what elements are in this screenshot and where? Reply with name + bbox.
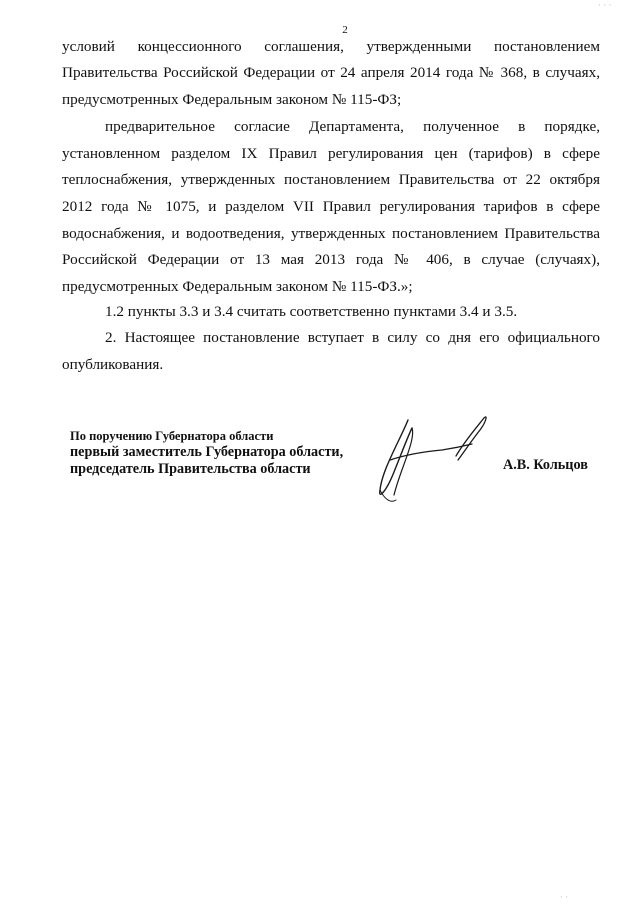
body-line: условий концессионного соглашения, утвержденными постановлением	[62, 38, 600, 55]
signature-title-block	[70, 428, 343, 478]
signature-title-line: председатель Правительства области	[70, 461, 311, 477]
body-line: установленном разделом IX Правил регулирования цен (тарифов) в сфере	[62, 145, 600, 162]
scan-artifact: · · ·	[598, 0, 612, 10]
body-line: Правительства Российской Федерации от 24 апреля 2014 года № 368, в случаях,	[62, 64, 600, 81]
signature-title-line: По поручению Губернатора области	[70, 429, 274, 443]
body-line: предусмотренных Федеральным законом № 115-ФЗ;	[62, 91, 402, 108]
page-number: 2	[342, 24, 348, 36]
body-line: Российской Федерации от 13 мая 2013 года № 406, в случае (случаях),	[62, 251, 600, 268]
body-line: 2012 года № 1075, и разделом VII Правил регулирования тарифов в сфере	[62, 198, 600, 215]
body-line: опубликования.	[62, 356, 164, 373]
body-line: предусмотренных Федеральным законом № 115-ФЗ.»;	[62, 278, 413, 295]
body-line: теплоснабжения, утвержденных постановлением Правительства от 22 октября	[62, 171, 600, 188]
handwritten-signature	[360, 400, 500, 510]
signatory-name: А.В. Кольцов	[503, 457, 588, 473]
body-line: 1.2 пункты 3.3 и 3.4 считать соответственно пунктами 3.4 и 3.5.	[105, 303, 518, 320]
signature-title-line: первый заместитель Губернатора области,	[70, 444, 344, 460]
body-line: водоснабжения, и водоотведения, утвержденных постановлением Правительства	[62, 225, 600, 242]
scan-artifact: · ·	[560, 892, 569, 902]
body-line: 2. Настоящее постановление вступает в силу со дня его официального	[105, 329, 600, 346]
body-line: предварительное согласие Департамента, полученное в порядке,	[105, 118, 600, 135]
